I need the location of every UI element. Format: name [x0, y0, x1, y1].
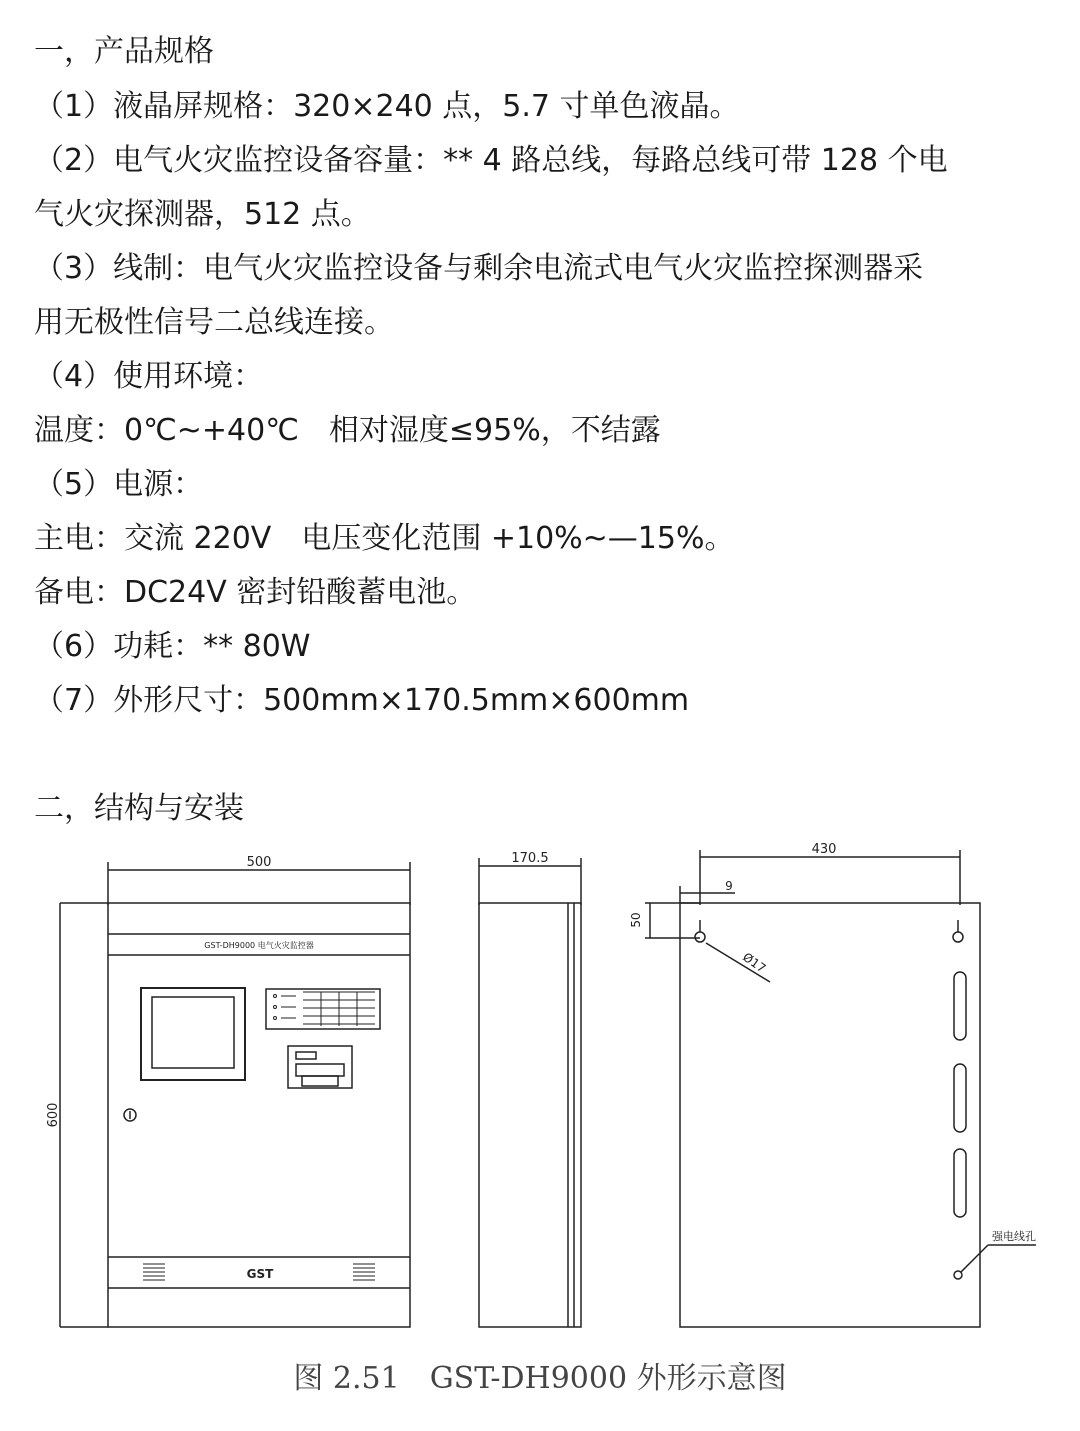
spec-line: 用无极性信号二总线连接。	[34, 305, 394, 340]
front-view	[60, 862, 410, 1327]
spec-line: （6）功耗：** 80W	[34, 629, 311, 664]
panel-title: GST-DH9000 电气火灾监控器	[204, 941, 314, 950]
spec-line: （4）使用环境：	[34, 359, 264, 394]
front-logo: GST	[246, 1267, 274, 1281]
dimension-drawing	[0, 830, 1080, 1431]
spec-line: （2）电气火灾监控设备容量：** 4 路总线，每路总线可带 128 个电	[34, 143, 948, 178]
spec-line: 主电：交流 220V 电压变化范围 +10%~—15%。	[34, 521, 735, 556]
section1-heading: 一，产品规格	[34, 34, 214, 69]
back-width-label: 430	[811, 842, 837, 857]
back-offset-label: 9	[725, 879, 733, 893]
figure-caption: 图 2.51 GST-DH9000 外形示意图	[293, 1361, 787, 1396]
front-height-label: 600	[46, 1102, 61, 1128]
spec-line: （5）电源：	[34, 467, 204, 502]
front-width-label: 500	[246, 855, 272, 870]
spec-line: 温度：0℃~+40℃ 相对湿度≤95%，不结露	[34, 413, 661, 448]
back-view	[645, 850, 1036, 1327]
back-top-label: 50	[629, 912, 643, 928]
spec-line: （1）液晶屏规格：320×240 点，5.7 寸单色液晶。	[34, 89, 740, 124]
section2-heading: 二，结构与安装	[34, 791, 244, 826]
side-view	[479, 858, 581, 1327]
spec-line: 气火灾探测器，512 点。	[34, 197, 371, 232]
spec-line: （7）外形尺寸：500mm×170.5mm×600mm	[34, 683, 690, 718]
spec-line: 备电：DC24V 密封铅酸蓄电池。	[34, 575, 477, 610]
cable-hole-label: 强电线孔	[992, 1230, 1036, 1243]
spec-line: （3）线制：电气火灾监控设备与剩余电流式电气火灾监控探测器采	[34, 251, 924, 286]
hole-label: Ø17	[740, 949, 769, 976]
side-depth-label: 170.5	[511, 851, 549, 866]
